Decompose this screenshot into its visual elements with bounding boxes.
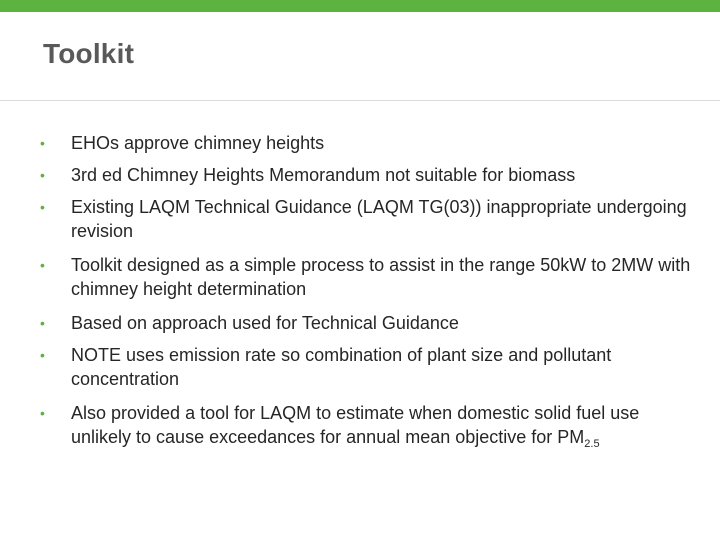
bullet-icon: • — [40, 405, 45, 421]
bullet-item-7 — [40, 401, 700, 449]
bullet-icon: • — [40, 257, 45, 273]
bullet-text: Based on approach used for Technical Guidance — [71, 313, 459, 333]
bullet-text: Also provided a tool for LAQM to estimate when domestic solid fuel use unlikely to cause exceedances for annual mean objective for PM — [71, 403, 640, 447]
bullet-text: 3rd ed Chimney Heights Memorandum not suitable for biomass — [71, 165, 576, 185]
bullet-text: Toolkit designed as a simple process to assist in the range 50kW to 2MW with chimney height determination — [71, 255, 691, 299]
bullet-item-4 — [40, 253, 700, 301]
bullet-item-6 — [40, 343, 700, 391]
bullet-icon: • — [40, 199, 45, 215]
bullet-list — [40, 131, 700, 457]
bullet-text: Existing LAQM Technical Guidance (LAQM TG(03)) inappropriate undergoing revision — [71, 197, 687, 241]
top-accent-bar — [0, 0, 720, 12]
title-divider — [0, 100, 720, 101]
bullet-icon: • — [40, 347, 45, 363]
bullet-item-5 — [40, 311, 700, 335]
bullet-icon: • — [40, 135, 45, 151]
bullet-text: EHOs approve chimney heights — [71, 133, 325, 153]
slide-title: Toolkit — [43, 38, 135, 69]
bullet-item-3 — [40, 195, 700, 243]
bullet-item-2 — [40, 163, 700, 187]
bullet-text: NOTE uses emission rate so combination of plant size and pollutant concentration — [71, 345, 612, 389]
bullet-item-1 — [40, 131, 700, 155]
bullet-icon: • — [40, 315, 45, 331]
bullet-icon: • — [40, 167, 45, 183]
pm-subscript: 2.5 — [584, 438, 600, 450]
